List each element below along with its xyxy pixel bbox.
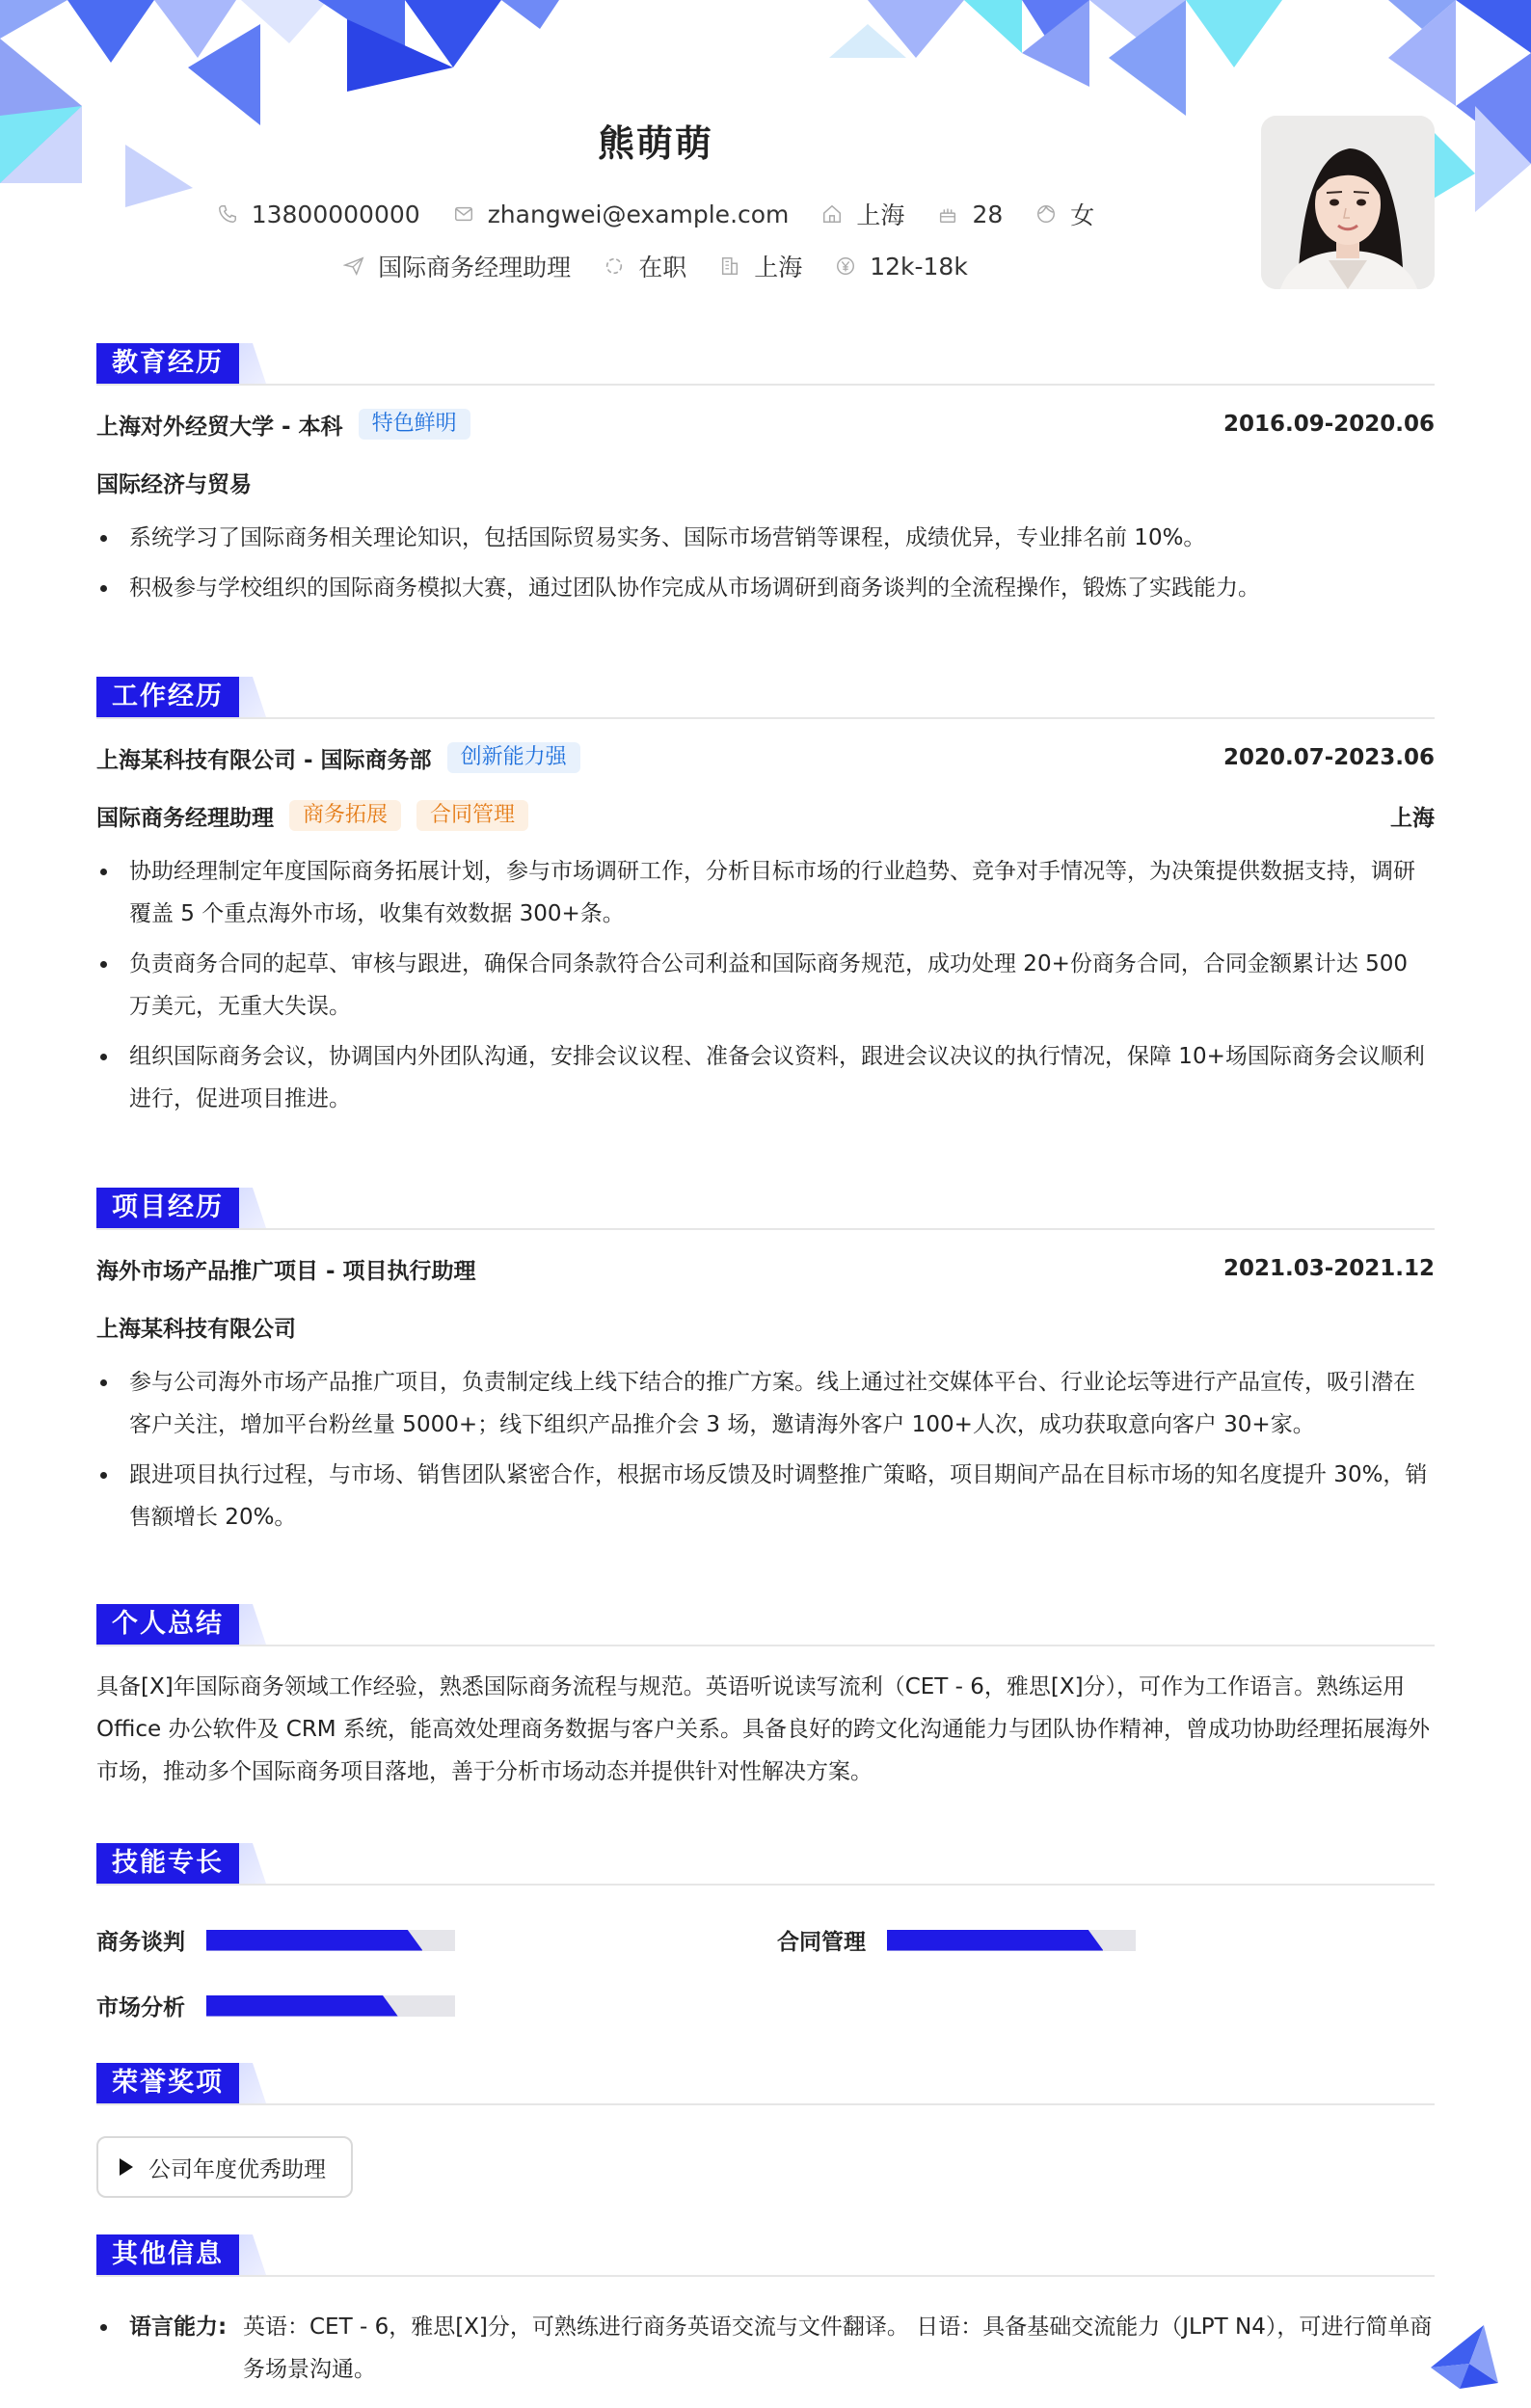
skill-item xyxy=(96,1990,455,2021)
gender-item xyxy=(1035,197,1094,231)
skill-bar xyxy=(887,1930,1136,1951)
location-item xyxy=(821,197,904,231)
language-text: 英语：CET - 6，雅思[X]分，可熟练进行商务英语交流与文件翻译。 日语：具备基础交流能力（JLPT N4），可进行简单商务场景沟通。 xyxy=(243,2314,1433,2382)
company-line: 上海某科技有限公司 - 国际商务部 xyxy=(96,747,432,773)
section-header xyxy=(96,2063,1435,2107)
status-text: 在职 xyxy=(638,254,687,281)
summary-text: 具备[X]年国际商务领域工作经验，熟悉国际商务流程与规范。英语听说读写流利（CET - 6，雅思[X]分），可作为工作语言。熟练运用 Office 办公软件及 CRM 系统，能高效处理商务数据与客户关系。具备良好的跨文化沟通能力与团队协作精神，曾成功协助经理拓展海外市场，推动多个国际商务项目落地，善于分析市场动态并提供针对性解决方案。 xyxy=(96,1674,1430,1784)
email-item xyxy=(453,201,790,228)
major-row xyxy=(96,463,1435,501)
skill-item xyxy=(777,1924,1136,1956)
skill-name: 市场分析 xyxy=(96,1995,185,2020)
email-text[interactable]: zhangwei@example.com xyxy=(487,200,790,228)
section-header xyxy=(96,2234,1435,2279)
section-divider xyxy=(96,717,1435,719)
gender-text: 女 xyxy=(1070,201,1095,229)
position-tag: 商务拓展 xyxy=(289,800,401,831)
play-icon xyxy=(120,2158,133,2176)
cake-icon xyxy=(937,203,958,225)
work-bullets xyxy=(96,850,1435,1120)
face-icon xyxy=(1035,203,1057,225)
list-item: 参与公司海外市场产品推广项目，负责制定线上线下结合的推广方案。线上通过社交媒体平台、行业论坛等进行产品宣传，吸引潜在客户关注，增加平台粉丝量 5000+；线下组织产品推介会 3 场，邀请海外客户 100+人次，成功获取意向客户 30+家。 xyxy=(96,1361,1435,1446)
section-divider xyxy=(96,2103,1435,2105)
education-tag: 特色鲜明 xyxy=(359,409,470,440)
section-title-summary: 个人总结 xyxy=(96,1604,239,1645)
project-section xyxy=(96,1188,1435,1546)
section-title-other: 其他信息 xyxy=(96,2234,239,2275)
work-tag: 创新能力强 xyxy=(447,742,580,773)
major: 国际经济与贸易 xyxy=(96,471,252,497)
section-header xyxy=(96,343,1435,388)
list-item: 协助经理制定年度国际商务拓展计划，参与市场调研工作，分析目标市场的行业趋势、竞争对手情况等，为决策提供数据支持，调研覆盖 5 个重点海外市场，收集有效数据 300+条。 xyxy=(96,850,1435,935)
language-item xyxy=(96,2306,1435,2391)
summary-section xyxy=(96,1604,1435,1793)
skills-section xyxy=(96,1843,1435,2036)
project-head-row xyxy=(96,1249,1435,1288)
section-divider xyxy=(96,1884,1435,1886)
skill-bar-fill xyxy=(206,1930,422,1951)
position-item xyxy=(343,249,571,283)
section-title-skills: 技能专长 xyxy=(96,1843,239,1884)
project-company-row xyxy=(96,1307,1435,1346)
age-text: 28 xyxy=(972,200,1004,228)
candidate-name: 熊萌萌 xyxy=(597,122,713,165)
send-icon xyxy=(343,255,364,277)
list-item: 负责商务合同的起草、审核与跟进，确保合同条款符合公司利益和国际商务规范，成功处理 20+份商务合同，合同金额累计达 500 万美元，无重大失误。 xyxy=(96,943,1435,1028)
education-head-row xyxy=(96,405,1435,443)
project-bullets xyxy=(96,1361,1435,1538)
corner-decoration xyxy=(1431,2325,1498,2400)
skill-bar xyxy=(206,1930,455,1951)
skill-bar xyxy=(206,1995,455,2017)
position-tag: 合同管理 xyxy=(416,800,528,831)
section-divider xyxy=(96,2275,1435,2277)
section-header xyxy=(96,1604,1435,1648)
list-item: 积极参与学校组织的国际商务模拟大赛，通过团队协作完成从市场调研到商务谈判的全流程操作，锻炼了实践能力。 xyxy=(96,567,1435,609)
list-item: 系统学习了国际商务相关理论知识，包括国际贸易实务、国际市场营销等课程，成绩优异，专业排名前 10%。 xyxy=(96,517,1435,559)
location-text: 上海 xyxy=(856,201,905,229)
skill-item xyxy=(96,1924,455,1956)
position-row xyxy=(96,796,1435,835)
target-position-text: 国际商务经理助理 xyxy=(378,254,572,281)
contact-row xyxy=(0,197,1311,231)
avatar xyxy=(1261,116,1435,289)
list-item: 组织国际商务会议，协调国内外团队沟通，安排会议议程、准备会议资料，跟进会议决议的执行情况，保障 10+场国际商务会议顺利进行，促进项目推进。 xyxy=(96,1035,1435,1120)
status-item xyxy=(604,249,686,283)
work-head-row xyxy=(96,738,1435,777)
language-label: 语言能力: xyxy=(129,2314,228,2340)
skill-bar-fill xyxy=(887,1930,1103,1951)
project-date: 2021.03-2021.12 xyxy=(1222,1256,1435,1281)
mail-icon xyxy=(453,203,474,225)
position: 国际商务经理助理 xyxy=(96,805,274,831)
age-item xyxy=(937,201,1003,228)
section-divider xyxy=(96,1645,1435,1646)
education-date: 2016.09-2020.06 xyxy=(1222,412,1435,437)
section-divider xyxy=(96,1228,1435,1230)
phone-icon xyxy=(217,203,238,225)
award-item[interactable] xyxy=(96,2136,353,2198)
refresh-icon xyxy=(604,255,625,277)
salary-item xyxy=(835,253,968,281)
project-company: 上海某科技有限公司 xyxy=(96,1316,296,1342)
work-section xyxy=(96,677,1435,1128)
section-divider xyxy=(96,384,1435,386)
salary-text: 12k-18k xyxy=(870,252,968,281)
phone-item xyxy=(217,201,420,228)
section-header xyxy=(96,677,1435,721)
section-title-honors: 荣誉奖项 xyxy=(96,2063,239,2103)
skill-name: 商务谈判 xyxy=(96,1930,185,1955)
skill-name: 合同管理 xyxy=(777,1930,866,1955)
building-icon xyxy=(719,255,740,277)
education-bullets xyxy=(96,517,1435,609)
other-section xyxy=(96,2234,1435,2391)
honors-section xyxy=(96,2063,1435,2198)
skill-bar-fill xyxy=(206,1995,398,2017)
education-section xyxy=(96,343,1435,617)
home-icon xyxy=(821,203,843,225)
section-header xyxy=(96,1843,1435,1887)
school-line: 上海对外经贸大学 - 本科 xyxy=(96,414,343,440)
list-item: 跟进项目执行过程，与市场、销售团队紧密合作，根据市场反馈及时调整推广策略，项目期间产品在目标市场的知名度提升 30%，销售额增长 20%。 xyxy=(96,1454,1435,1538)
section-title-project: 项目经历 xyxy=(96,1188,239,1228)
project-line: 海外市场产品推广项目 - 项目执行助理 xyxy=(96,1258,476,1284)
award-name: 公司年度优秀助理 xyxy=(148,2156,326,2182)
job-intention-row xyxy=(0,249,1311,283)
yen-icon xyxy=(835,255,856,277)
section-title-education: 教育经历 xyxy=(96,343,239,384)
work-city: 上海 xyxy=(1390,805,1435,831)
section-header xyxy=(96,1188,1435,1232)
target-city-text: 上海 xyxy=(754,254,803,281)
phone-text[interactable]: 13800000000 xyxy=(251,200,420,228)
section-title-work: 工作经历 xyxy=(96,677,239,717)
city-item xyxy=(719,249,802,283)
work-date: 2020.07-2023.06 xyxy=(1222,745,1435,770)
